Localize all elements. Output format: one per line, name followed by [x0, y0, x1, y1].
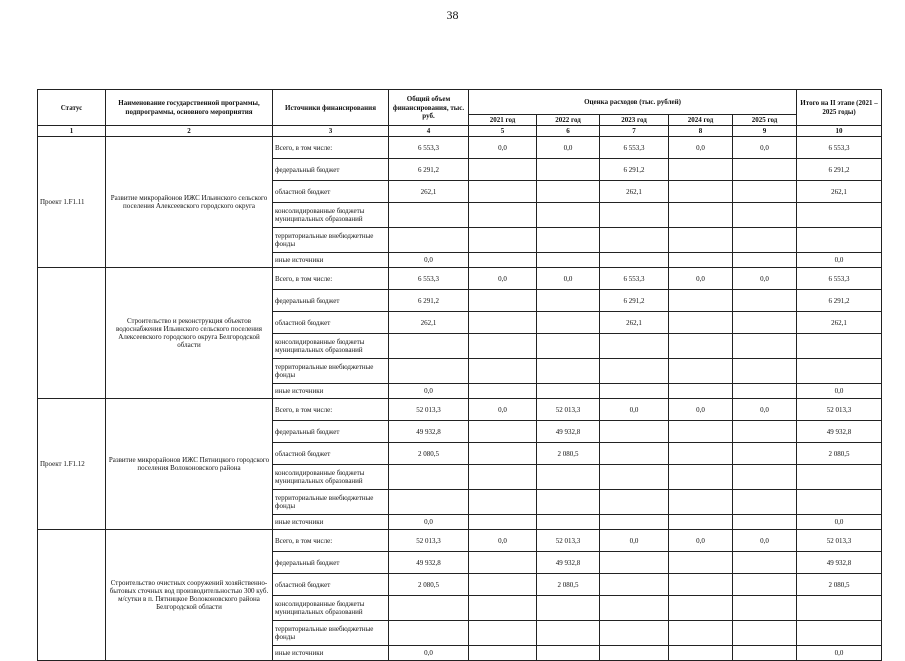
value-cell-total: 52 013,3: [389, 399, 469, 421]
value-cell-y2025: [733, 515, 797, 530]
value-cell-y2021: [469, 515, 537, 530]
funding-source-cell: территориальные внебюджетные фонды: [273, 490, 389, 515]
value-cell-y2024: [669, 621, 733, 646]
value-cell-y2023: 0,0: [600, 399, 669, 421]
funding-source-cell: Всего, в том числе:: [273, 268, 389, 290]
value-cell-y2025: [733, 203, 797, 228]
status-cell: [38, 268, 106, 399]
value-cell-y2025: [733, 159, 797, 181]
funding-source-cell: территориальные внебюджетные фонды: [273, 621, 389, 646]
value-cell-total: [389, 334, 469, 359]
value-cell-y2024: 0,0: [669, 268, 733, 290]
value-cell-y2021: [469, 552, 537, 574]
value-cell-y2023: [600, 228, 669, 253]
value-cell-y2021: [469, 490, 537, 515]
value-cell-y2021: [469, 646, 537, 661]
value-cell-y2022: [537, 312, 600, 334]
value-cell-y2025: [733, 596, 797, 621]
value-cell-y2022: 2 080,5: [537, 443, 600, 465]
value-cell-y2025: [733, 490, 797, 515]
program-name-cell: Строительство и реконструкция объектов водоснабжения Ильинского сельского поселения Алексеевского городского округа Белгородской области: [106, 268, 273, 399]
value-cell-stage: 6 553,3: [797, 137, 882, 159]
value-cell-y2023: [600, 443, 669, 465]
value-cell-y2023: [600, 465, 669, 490]
value-cell-stage: [797, 490, 882, 515]
value-cell-y2025: [733, 646, 797, 661]
funding-source-cell: консолидированные бюджеты муниципальных образований: [273, 596, 389, 621]
value-cell-y2021: [469, 253, 537, 268]
value-cell-y2025: [733, 574, 797, 596]
table-row: [38, 530, 882, 552]
value-cell-y2024: [669, 159, 733, 181]
value-cell-total: 6 553,3: [389, 268, 469, 290]
table-row: [38, 137, 882, 159]
value-cell-y2021: [469, 596, 537, 621]
header-total: Общий объем финансирования, тыс. руб.: [389, 90, 469, 126]
value-cell-y2021: [469, 228, 537, 253]
value-cell-y2025: [733, 181, 797, 203]
value-cell-total: [389, 359, 469, 384]
value-cell-y2021: 0,0: [469, 137, 537, 159]
value-cell-y2025: [733, 552, 797, 574]
program-name-cell: Строительство очистных сооружений хозяйственно-бытовых сточных вод производительностью 300 куб. м/сутки в п. Пятницкое Волоконовского района Белгородской области: [106, 530, 273, 661]
value-cell-y2024: [669, 384, 733, 399]
value-cell-stage: 6 553,3: [797, 268, 882, 290]
header-name: Наименование государственной программы, подпрограммы, основного мероприятия: [106, 90, 273, 126]
value-cell-y2022: [537, 228, 600, 253]
value-cell-y2022: [537, 203, 600, 228]
value-cell-y2023: [600, 646, 669, 661]
value-cell-total: 0,0: [389, 253, 469, 268]
header-year: 2025 год: [733, 115, 797, 126]
value-cell-y2021: [469, 312, 537, 334]
value-cell-y2022: 52 013,3: [537, 399, 600, 421]
value-cell-y2025: [733, 384, 797, 399]
value-cell-y2022: 49 932,8: [537, 421, 600, 443]
value-cell-y2022: [537, 465, 600, 490]
value-cell-y2025: 0,0: [733, 268, 797, 290]
value-cell-y2022: 2 080,5: [537, 574, 600, 596]
value-cell-y2021: [469, 334, 537, 359]
header-year: 2023 год: [600, 115, 669, 126]
value-cell-y2021: 0,0: [469, 268, 537, 290]
value-cell-y2023: [600, 596, 669, 621]
value-cell-y2021: [469, 384, 537, 399]
funding-source-cell: территориальные внебюджетные фонды: [273, 228, 389, 253]
header-stage-total: Итого на II этапе (2021 – 2025 годы): [797, 90, 882, 126]
value-cell-y2023: [600, 574, 669, 596]
value-cell-total: 0,0: [389, 384, 469, 399]
value-cell-y2023: [600, 490, 669, 515]
value-cell-y2025: 0,0: [733, 530, 797, 552]
value-cell-y2021: [469, 421, 537, 443]
table-row: [38, 268, 882, 290]
column-number: 3: [273, 126, 389, 137]
value-cell-y2023: 262,1: [600, 181, 669, 203]
value-cell-total: 2 080,5: [389, 574, 469, 596]
funding-source-cell: Всего, в том числе:: [273, 399, 389, 421]
value-cell-y2022: 49 932,8: [537, 552, 600, 574]
value-cell-y2024: 0,0: [669, 137, 733, 159]
value-cell-y2022: [537, 359, 600, 384]
value-cell-y2022: [537, 334, 600, 359]
value-cell-total: 262,1: [389, 181, 469, 203]
funding-source-cell: Всего, в том числе:: [273, 137, 389, 159]
page-number: 38: [446, 8, 459, 22]
value-cell-y2023: [600, 203, 669, 228]
funding-source-cell: консолидированные бюджеты муниципальных образований: [273, 334, 389, 359]
value-cell-stage: 52 013,3: [797, 530, 882, 552]
value-cell-y2025: [733, 421, 797, 443]
value-cell-y2021: [469, 290, 537, 312]
value-cell-total: 0,0: [389, 515, 469, 530]
column-number: 4: [389, 126, 469, 137]
value-cell-total: [389, 621, 469, 646]
value-cell-y2024: [669, 181, 733, 203]
value-cell-y2022: 0,0: [537, 137, 600, 159]
funding-source-cell: областной бюджет: [273, 574, 389, 596]
value-cell-stage: 2 080,5: [797, 574, 882, 596]
value-cell-y2022: [537, 159, 600, 181]
value-cell-y2024: 0,0: [669, 530, 733, 552]
funding-source-cell: иные источники: [273, 646, 389, 661]
table-row: [38, 399, 882, 421]
value-cell-total: 6 291,2: [389, 290, 469, 312]
column-number: 1: [38, 126, 106, 137]
funding-source-cell: федеральный бюджет: [273, 290, 389, 312]
value-cell-y2024: [669, 515, 733, 530]
value-cell-stage: [797, 596, 882, 621]
value-cell-y2023: [600, 552, 669, 574]
value-cell-y2025: [733, 621, 797, 646]
value-cell-y2023: [600, 253, 669, 268]
column-number: 2: [106, 126, 273, 137]
value-cell-y2024: [669, 646, 733, 661]
value-cell-y2022: 0,0: [537, 268, 600, 290]
value-cell-y2023: [600, 621, 669, 646]
value-cell-y2024: [669, 228, 733, 253]
value-cell-y2024: [669, 359, 733, 384]
value-cell-y2023: [600, 384, 669, 399]
funding-source-cell: федеральный бюджет: [273, 421, 389, 443]
value-cell-y2022: [537, 253, 600, 268]
funding-source-cell: территориальные внебюджетные фонды: [273, 359, 389, 384]
value-cell-total: [389, 228, 469, 253]
status-cell: [38, 530, 106, 661]
value-cell-total: 49 932,8: [389, 421, 469, 443]
value-cell-y2022: 52 013,3: [537, 530, 600, 552]
value-cell-stage: 52 013,3: [797, 399, 882, 421]
value-cell-y2024: [669, 552, 733, 574]
value-cell-stage: 2 080,5: [797, 443, 882, 465]
value-cell-y2023: 6 553,3: [600, 268, 669, 290]
value-cell-stage: 262,1: [797, 181, 882, 203]
column-number: 6: [537, 126, 600, 137]
value-cell-stage: [797, 203, 882, 228]
value-cell-y2024: [669, 290, 733, 312]
value-cell-total: 49 932,8: [389, 552, 469, 574]
value-cell-stage: 6 291,2: [797, 290, 882, 312]
header-year: 2022 год: [537, 115, 600, 126]
value-cell-y2022: [537, 515, 600, 530]
funding-source-cell: Всего, в том числе:: [273, 530, 389, 552]
budget-table: [37, 89, 882, 661]
value-cell-y2025: [733, 312, 797, 334]
value-cell-y2025: [733, 228, 797, 253]
header-status: Статус: [38, 90, 106, 126]
column-number: 9: [733, 126, 797, 137]
value-cell-y2023: [600, 421, 669, 443]
value-cell-y2023: 6 553,3: [600, 137, 669, 159]
value-cell-y2023: 6 291,2: [600, 159, 669, 181]
value-cell-y2025: 0,0: [733, 137, 797, 159]
value-cell-y2023: 262,1: [600, 312, 669, 334]
header-year: 2024 год: [669, 115, 733, 126]
funding-source-cell: иные источники: [273, 253, 389, 268]
value-cell-total: [389, 203, 469, 228]
funding-source-cell: областной бюджет: [273, 443, 389, 465]
value-cell-stage: [797, 359, 882, 384]
value-cell-y2022: [537, 181, 600, 203]
value-cell-y2024: [669, 312, 733, 334]
column-number: 5: [469, 126, 537, 137]
value-cell-y2023: [600, 334, 669, 359]
value-cell-stage: 6 291,2: [797, 159, 882, 181]
value-cell-stage: 262,1: [797, 312, 882, 334]
value-cell-stage: 0,0: [797, 646, 882, 661]
funding-source-cell: иные источники: [273, 384, 389, 399]
value-cell-y2024: [669, 253, 733, 268]
value-cell-stage: [797, 334, 882, 359]
value-cell-y2024: [669, 443, 733, 465]
value-cell-y2021: [469, 203, 537, 228]
value-cell-y2024: [669, 574, 733, 596]
value-cell-y2025: [733, 359, 797, 384]
value-cell-y2021: [469, 359, 537, 384]
value-cell-stage: 0,0: [797, 515, 882, 530]
value-cell-y2021: [469, 621, 537, 646]
program-name-cell: Развитие микрорайонов ИЖС Ильинского сельского поселения Алексеевского городского округа: [106, 137, 273, 268]
value-cell-y2025: [733, 253, 797, 268]
value-cell-y2024: [669, 334, 733, 359]
header-year: 2021 год: [469, 115, 537, 126]
value-cell-total: [389, 465, 469, 490]
value-cell-y2021: 0,0: [469, 530, 537, 552]
value-cell-stage: [797, 465, 882, 490]
value-cell-y2025: [733, 290, 797, 312]
value-cell-total: [389, 596, 469, 621]
value-cell-y2024: [669, 465, 733, 490]
funding-source-cell: областной бюджет: [273, 181, 389, 203]
column-numbers-row: [38, 126, 882, 137]
value-cell-y2023: 0,0: [600, 530, 669, 552]
value-cell-y2021: [469, 443, 537, 465]
funding-source-cell: иные источники: [273, 515, 389, 530]
value-cell-stage: 49 932,8: [797, 421, 882, 443]
value-cell-y2025: 0,0: [733, 399, 797, 421]
value-cell-y2021: [469, 181, 537, 203]
value-cell-total: 6 553,3: [389, 137, 469, 159]
value-cell-y2023: [600, 515, 669, 530]
header-sources: Источники финансирования: [273, 90, 389, 126]
value-cell-stage: [797, 228, 882, 253]
header-estimate: Оценка расходов (тыс. рублей): [469, 90, 797, 115]
value-cell-stage: 49 932,8: [797, 552, 882, 574]
value-cell-total: 2 080,5: [389, 443, 469, 465]
funding-source-cell: консолидированные бюджеты муниципальных образований: [273, 203, 389, 228]
value-cell-y2022: [537, 290, 600, 312]
status-cell: Проект 1.F1.11: [38, 137, 106, 268]
column-number: 10: [797, 126, 882, 137]
value-cell-y2022: [537, 384, 600, 399]
value-cell-total: [389, 490, 469, 515]
funding-source-cell: федеральный бюджет: [273, 159, 389, 181]
funding-source-cell: областной бюджет: [273, 312, 389, 334]
value-cell-y2025: [733, 443, 797, 465]
value-cell-y2022: [537, 646, 600, 661]
column-number: 7: [600, 126, 669, 137]
column-number: 8: [669, 126, 733, 137]
value-cell-y2021: [469, 159, 537, 181]
funding-source-cell: федеральный бюджет: [273, 552, 389, 574]
value-cell-stage: 0,0: [797, 253, 882, 268]
value-cell-y2024: [669, 596, 733, 621]
value-cell-total: 52 013,3: [389, 530, 469, 552]
value-cell-y2024: [669, 421, 733, 443]
value-cell-y2025: [733, 334, 797, 359]
value-cell-y2023: [600, 359, 669, 384]
value-cell-y2025: [733, 465, 797, 490]
value-cell-y2024: [669, 203, 733, 228]
value-cell-y2022: [537, 621, 600, 646]
value-cell-stage: 0,0: [797, 384, 882, 399]
program-name-cell: Развитие микрорайонов ИЖС Пятницкого городского поселения Волоконовского района: [106, 399, 273, 530]
value-cell-stage: [797, 621, 882, 646]
funding-source-cell: консолидированные бюджеты муниципальных образований: [273, 465, 389, 490]
value-cell-total: 6 291,2: [389, 159, 469, 181]
value-cell-y2022: [537, 596, 600, 621]
value-cell-total: 262,1: [389, 312, 469, 334]
value-cell-y2023: 6 291,2: [600, 290, 669, 312]
value-cell-total: 0,0: [389, 646, 469, 661]
status-cell: Проект 1.F1.12: [38, 399, 106, 530]
value-cell-y2024: 0,0: [669, 399, 733, 421]
value-cell-y2024: [669, 490, 733, 515]
value-cell-y2021: 0,0: [469, 399, 537, 421]
value-cell-y2021: [469, 574, 537, 596]
value-cell-y2022: [537, 490, 600, 515]
value-cell-y2021: [469, 465, 537, 490]
